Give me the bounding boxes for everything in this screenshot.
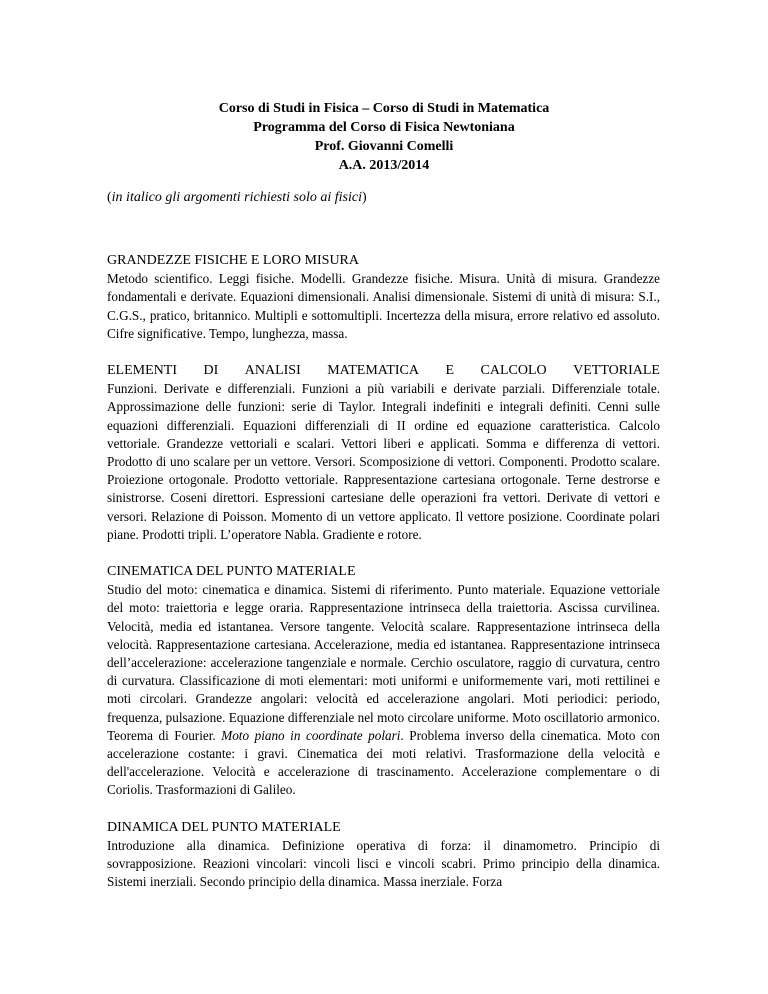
note-text: in italico gli argomenti richiesti solo ai fisici	[111, 190, 362, 205]
section-body: Introduzione alla dinamica. Definizione operativa di forza: il dinamometro. Principio di sovrapposizione. Reazioni vincolari: vincoli lisci e vincoli scabri. Primo principio della dinamica. Sistemi inerziali. Secondo principio della dinamica. Massa inerziale. Forza	[107, 837, 660, 890]
note-close-paren: )	[361, 190, 367, 205]
section-title: GRANDEZZE FISICHE E LORO MISURA	[107, 253, 359, 268]
section-body: Funzioni. Derivate e differenziali. Funzioni a più variabili e derivate parziali. Differenziale totale. Approssimazione delle funzioni: serie di Taylor. Integrali indefiniti e integrali definiti. Cenni sulle equazioni differenziali. Equazioni differenziali di II ordine ed equazione caratteristica. Calcolo vettoriale. Grandezze vettoriali e scalari. Vettori liberi e applicati. Somma e differenza di vettori. Prodotto di uno scalare per un vettore. Versori. Scomposizione di vettori. Componenti. Prodotto scalare. Proiezione ortogonale. Prodotto vettoriale. Rappresentazione cartesiana ortogonale. Terne destrorse e sinistrorse. Coseni direttori. Espressioni cartesiane delle operazioni fra vettori. Derivate di vettori e versori. Relazione di Poisson. Momento di un vettore applicato. Il vettore posizione. Coordinate polari piane. Prodotti tripli. L’operatore Nabla. Gradiente e rotore.	[107, 381, 660, 542]
body-italic-text: Moto piano in coordinate polari	[221, 727, 401, 743]
document-header	[0, 99, 768, 175]
section-body: Metodo scientifico. Leggi fisiche. Modelli. Grandezze fisiche. Misura. Unità di misura. Grandezze fondamentali e derivate. Equazioni dimensionali. Analisi dimensionale. Sistemi di unità di misura: S.I., C.G.S., pratico, britannico. Multipli e sottomultipli. Incertezza della misura, errore relativo ed assoluto. Cifre significative. Tempo, lunghezza, massa.	[107, 271, 660, 341]
document-content	[107, 252, 660, 911]
section-title: CINEMATICA DEL PUNTO MATERIALE	[107, 564, 356, 580]
title-word: ANALISI	[244, 363, 301, 379]
program-title: Programma del Corso di Fisica Newtoniana	[253, 120, 515, 135]
section-cinematica	[107, 563, 660, 800]
section-dinamica	[107, 819, 660, 892]
section-grandezze	[107, 252, 660, 343]
title-word: CALCOLO	[480, 363, 547, 379]
title-word: ELEMENTI	[107, 363, 177, 379]
academic-year: A.A. 2013/2014	[338, 158, 430, 173]
note-open-paren: (	[107, 190, 112, 205]
section-elementi	[107, 362, 660, 544]
title-word: E	[445, 363, 455, 379]
section-body	[107, 581, 660, 799]
professor-name: Prof. Giovanni Comelli	[314, 139, 454, 154]
section-title: DINAMICA DEL PUNTO MATERIALE	[107, 819, 341, 835]
italic-note	[107, 188, 367, 207]
body-text: Studio del moto: cinematica e dinamica. Sistemi di riferimento. Punto materiale. Equazione vettoriale del moto: traiettoria e legge oraria. Rappresentazione intrinseca della traiettoria. Ascissa curvilinea. Velocità, media ed istantanea. Versore tangente. Velocità scalare. Rappresentazione intrinseca della velocità. Rappresentazione cartesiana. Accelerazione, media ed istantanea. Rappresentazione intrinseca dell’accelerazione: accelerazione tangenziale e normale. Cerchio osculatore, raggio di curvatura, centro di curvatura. Classificazione di moti elementari: moti uniformi e uniformemente vari, moti rettilinei e moti circolari. Grandezze angolari: velocità ed accelerazione angolari. Moti periodici: periodo, frequenza, pulsazione. Equazione differenziale nel moto circolare uniforme. Moto oscillatorio armonico. Teorema di Fourier.	[107, 582, 660, 743]
section-title	[107, 362, 660, 380]
course-title: Corso di Studi in Fisica – Corso di Studi in Matematica	[218, 101, 550, 116]
body-text: . Problema inverso della cinematica. Moto con accelerazione costante: i gravi. Cinematica dei moti relativi. Trasformazione della velocità e dell'accelerazione. Velocità e accelerazione di trascinamento. Accelerazione complementare o di Coriolis. Trasformazioni di Galileo.	[107, 727, 660, 798]
title-word: VETTORIALE	[573, 363, 660, 379]
title-word: DI	[203, 363, 219, 379]
title-word: MATEMATICA	[327, 363, 419, 379]
